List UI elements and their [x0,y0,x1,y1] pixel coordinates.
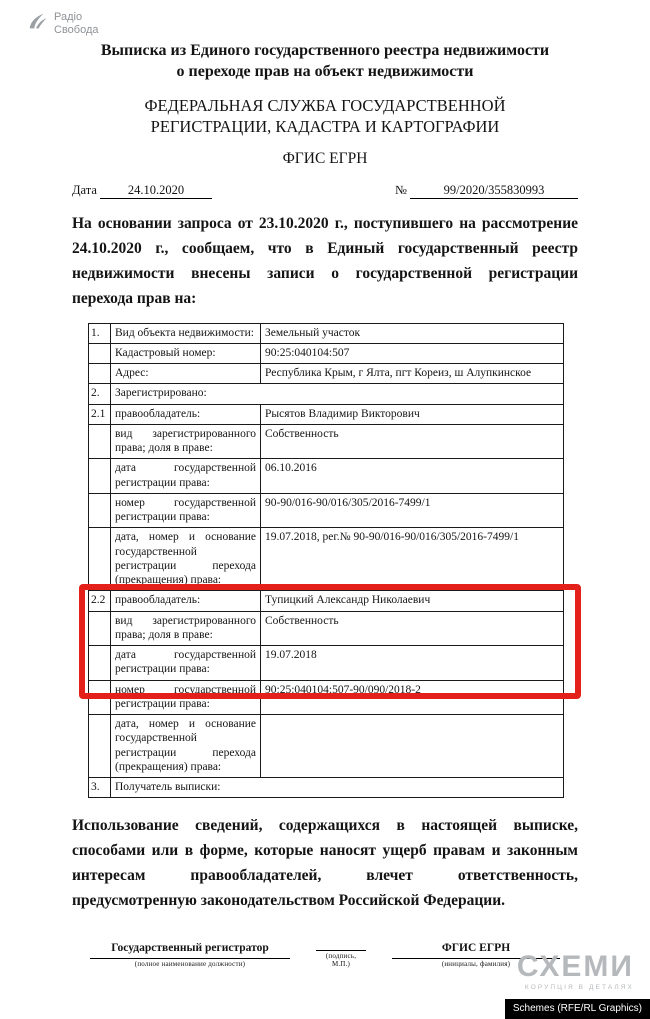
registrar-caption: (полное наименование должности) [134,959,246,968]
row-value: 90:25:040104:507-90/090/2018-2 [261,680,564,715]
row-label: вид зарегистрированного права; доля в праве: [111,611,261,646]
logo-text [54,11,99,36]
signature-line [316,934,366,951]
credit-badge: Schemes (RFE/RL Graphics) [505,999,650,1019]
schemes-logo-text: СХЕМИ [516,950,634,983]
row-number [89,343,111,363]
system-name: ФГИС ЕГРН [282,150,368,168]
row-value: Рысятов Владимир Викторович [261,404,564,424]
row-value: Республика Крым, г Ялта, пгт Кореиз, ш Алупкинское [261,364,564,384]
row-number [89,424,111,459]
row-label: Зарегистрировано: [111,384,564,404]
row-value: Тупицкий Александр Николаевич [261,591,564,611]
row-number [89,493,111,528]
registry-table [88,323,564,799]
row-label: номер государственной регистрации права: [111,680,261,715]
intro-paragraph: На основании запроса от 23.10.2020 г., поступившего на рассмотрение 24.10.2020 г., сообщаем, что в Единый государственный реестр недвижимости внесены записи о государственной регистрации перехода прав на: [72,215,578,307]
row-value: Земельный участок [261,323,564,343]
row-number: 1. [89,323,111,343]
row-number [89,528,111,591]
bird-icon [26,10,48,37]
row-label: Вид объекта недвижимости: [111,323,261,343]
row-value: 90-90/016-90/016/305/2016-7499/1 [261,493,564,528]
number-group [395,183,578,199]
row-label: номер государственной регистрации права: [111,493,261,528]
table-row [89,528,564,591]
table-row [89,646,564,681]
row-label: правообладатель: [111,404,261,424]
registry-table-body [89,323,564,798]
row-label: дата государственной регистрации права: [111,646,261,681]
row-number: 2.2 [89,591,111,611]
registrar-block [90,942,290,968]
number-label: № [394,183,407,198]
row-number [89,459,111,494]
row-number [89,715,111,778]
row-label: вид зарегистрированного права; доля в праве: [111,424,261,459]
row-label: Получатель выписки: [111,778,564,798]
document-title: Выписка из Единого государственного реестра недвижимости о переходе прав на объект недвижимости [100,42,550,81]
date-value: 24.10.2020 [100,183,212,199]
fgis-title: ФГИС ЕГРН [392,942,560,959]
row-label: дата, номер и основание государственной регистрации перехода (прекращения) права: [111,528,261,591]
table-row [89,680,564,715]
row-number [89,680,111,715]
number-value: 99/2020/355830993 [410,183,578,199]
radio-svoboda-logo [26,10,99,37]
row-value: 90:25:040104:507 [261,343,564,363]
row-number [89,364,111,384]
row-number: 3. [89,778,111,798]
table-row [89,493,564,528]
row-value: Собственность [261,611,564,646]
schemes-watermark [517,952,634,991]
row-number: 2.1 [89,404,111,424]
table-row [89,404,564,424]
date-label: Дата [72,183,97,198]
registrar-title: Государственный регистратор [90,942,290,959]
row-value: 19.07.2018 [261,646,564,681]
row-value: Собственность [261,424,564,459]
table-row [89,611,564,646]
schemes-tagline: КОРУПЦІЯ В ДЕТАЛЯХ [524,984,634,991]
table-row [89,715,564,778]
logo-text-line2: Свобода [54,23,99,36]
table-row [89,591,564,611]
row-value: 19.07.2018, рег.№ 90-90/016-90/016/305/2016-7499/1 [261,528,564,591]
signature-block [316,934,366,968]
table-row [89,384,564,404]
row-label: дата, номер и основание государственной регистрации перехода (прекращения) права: [111,715,261,778]
fgis-caption: (инициалы, фамилия) [441,959,511,968]
usage-paragraph: Использование сведений, содержащихся в настоящей выписке, способами или в форме, которые наносят ущерб правам и законным интересам правообладателей, влечет ответственность, предусмотренную законодательством Российской Федерации. [72,817,578,909]
row-value [261,715,564,778]
row-label: Адрес: [111,364,261,384]
row-value: 06.10.2016 [261,459,564,494]
table-row [89,778,564,798]
table-row [89,343,564,363]
signature-section [72,934,578,968]
row-label: дата государственной регистрации права: [111,459,261,494]
agency-name: ФЕДЕРАЛЬНАЯ СЛУЖБА ГОСУДАРСТВЕННОЙ РЕГИСТРАЦИИ, КАДАСТРА И КАРТОГРАФИИ [144,96,506,137]
row-number [89,646,111,681]
table-row [89,424,564,459]
logo-text-line1: Радіо [54,10,83,23]
table-row [89,323,564,343]
date-group [72,183,212,199]
row-number: 2. [89,384,111,404]
row-label: правообладатель: [111,591,261,611]
row-label: Кадастровый номер: [111,343,261,363]
signature-caption: (подпись, М.П.) [325,951,357,968]
meta-row [72,183,578,199]
table-row [89,459,564,494]
row-number [89,611,111,646]
table-row [89,364,564,384]
